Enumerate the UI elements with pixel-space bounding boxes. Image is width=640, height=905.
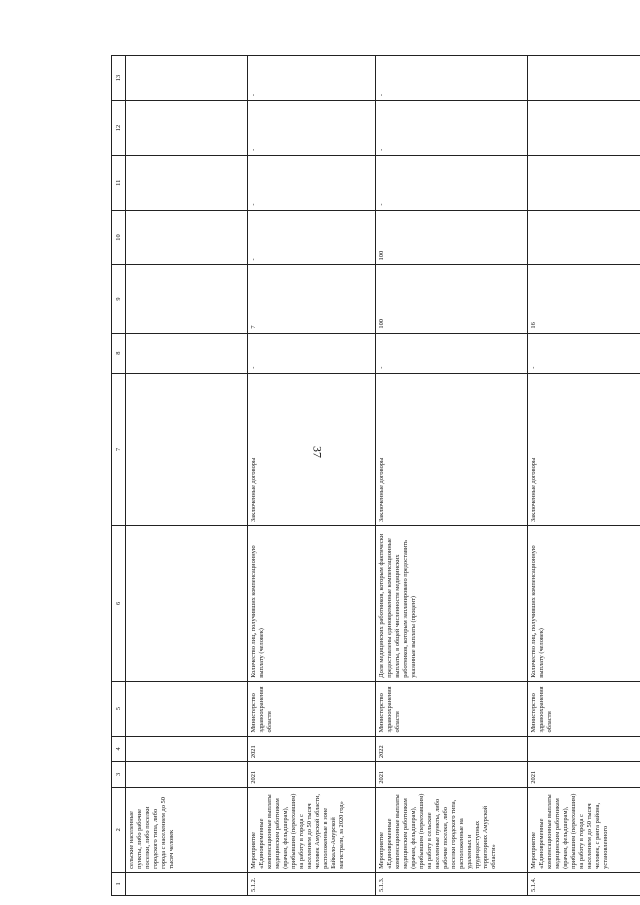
table-cell-c9: 16 [528,265,640,333]
table-cell-num [126,872,248,895]
table-cell-c10: - [248,210,376,265]
col-header: 4 [112,736,126,762]
col-header: 10 [112,210,126,265]
table-cell-c13 [126,56,248,101]
table-cell-c3 [126,762,248,788]
table-cell-name: Мероприятие «Единовременные компенсационные выплаты медицинским работникам (врачам, фельдшерам), прибывшим (переехавшим) на работу в сельские населенные пункты, либо рабочие поселки, либо поселки городского типа, расположенные на удаленных и труднодоступных территориях Амурской области» [376,787,528,872]
col-header: 8 [112,333,126,373]
table-cell-c3: 2021 [248,762,376,788]
table-cell-c5 [126,681,248,736]
table-cell-c5: Министерство здравоохранения области [248,681,376,736]
table-cell-c12: - [376,101,528,156]
table-cell-c8: - [376,333,528,373]
table-cell-c12 [528,101,640,156]
table-cell-c10 [528,210,640,265]
col-header: 13 [112,56,126,101]
table-cell-c8: - [248,333,376,373]
col-header: 11 [112,155,126,210]
table-cell-c10 [126,210,248,265]
table-cell-c8 [126,333,248,373]
table-cell-c7: Заключенные договоры [528,373,640,525]
table-cell-c6: Доля медицинских работников, которым фактически предоставлены единовременные компенсационные выплаты, в общей численности медицинских работников, которым запланировано предоставить указанные выплаты (процент) [376,525,528,681]
table-cell-c4 [528,736,640,762]
table-cell-c4 [126,736,248,762]
table-cell-c4: 2022 [376,736,528,762]
table-cell-c3: 2021 [528,762,640,788]
table-cell-c5: Министерство здравоохранения области [528,681,640,736]
table-cell-c5: Министерство здравоохранения области [376,681,528,736]
table-cell-c9 [126,265,248,333]
table-cell-c9: 100 [376,265,528,333]
table-cell-c10: 100 [376,210,528,265]
table-cell-c11 [528,155,640,210]
table-cell-name: сельские населенные пункты, либо рабочие поселки, либо поселки городского типа, либо города с населением до 50 тысяч человек [126,787,248,872]
table-row [376,56,528,896]
col-header: 3 [112,762,126,788]
table-cell-name: Мероприятие «Единовременные компенсационные выплаты медицинским работникам (врачам, фельдшерам), прибывшим (переехавшим) на работу в города с населением до 50 тысяч человек Амурской области, расположенные в зоне Байкало-Амурской магистрали, за 2020 год» [248,787,376,872]
table-row [248,56,376,896]
table-cell-c3: 2021 [376,762,528,788]
table-cell-c11: - [376,155,528,210]
table-cell-num: 5.1.3. [376,872,528,895]
table-cell-c7: Заключенные договоры [376,373,528,525]
table-cell-c4: 2021 [248,736,376,762]
table-row [528,56,640,896]
table-cell-c9: 7 [248,265,376,333]
col-header: 1 [112,872,126,895]
col-header: 12 [112,101,126,156]
table-cell-c6: Количество лиц, получивших компенсационную выплату (человек) [528,525,640,681]
table-cell-num: 5.1.4. [528,872,640,895]
table-cell-c8: - [528,333,640,373]
table-cell-c7: Заключенные договоры [248,373,376,525]
table-cell-name: Мероприятие «Единовременные компенсационные выплаты медицинским работникам (врачам, фельдшерам), прибывшим (переехавшим) на работу в города с населением до 50 тысяч человек, с ранга района, установленного [528,787,640,872]
measures-table [111,55,640,896]
table-cell-c11 [126,155,248,210]
table-cell-c12 [126,101,248,156]
table-cell-c13 [528,56,640,101]
col-header: 2 [112,787,126,872]
table-cell-c13: - [248,56,376,101]
table-cell-c13: - [376,56,528,101]
header-row [112,56,126,896]
table-cell-num: 5.1.2. [248,872,376,895]
table-cell-c7 [126,373,248,525]
col-header: 9 [112,265,126,333]
table-cell-c11: - [248,155,376,210]
table-cell-c6 [126,525,248,681]
col-header: 6 [112,525,126,681]
table-cell-c12: - [248,101,376,156]
table-cell-c6: Количество лиц, получивших компенсационную выплату (человек) [248,525,376,681]
table-body [112,56,640,896]
table-row [126,56,248,896]
col-header: 5 [112,681,126,736]
col-header: 7 [112,373,126,525]
page-number: 37 [310,446,325,458]
